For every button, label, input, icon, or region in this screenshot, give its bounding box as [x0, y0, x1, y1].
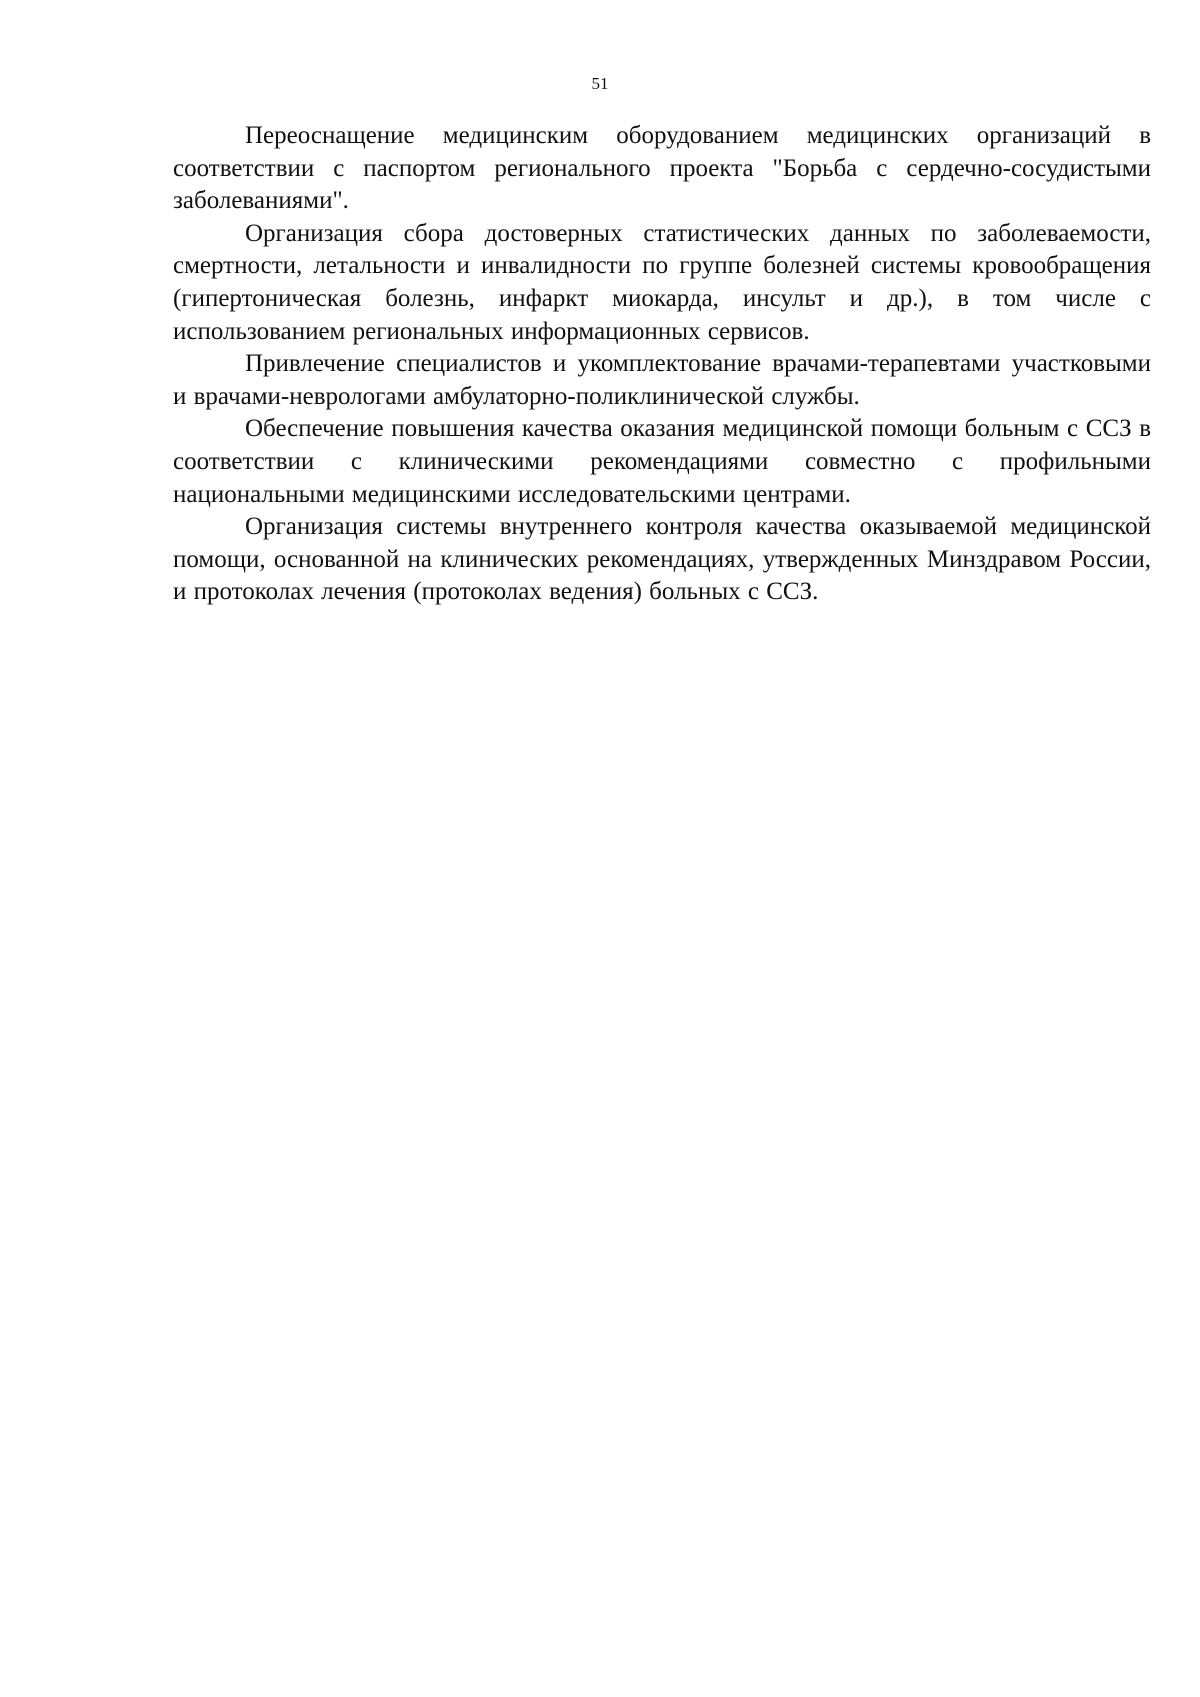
- paragraph-statistics: Организация сбора достоверных статистических данных по заболеваемости, смертности, летальности и инвалидности по группе болезней системы кровообращения (гипертоническая болезнь, инфаркт миокарда, инсульт и др.), в том числе с использованием региональных информационных сервисов.: [173, 219, 1151, 345]
- paragraph-staffing: Привлечение специалистов и укомплектование врачами-терапевтами участковыми и врачами-неврологами амбулаторно-поликлинической службы.: [173, 350, 1151, 410]
- paragraph-control: Организация системы внутреннего контроля качества оказываемой медицинской помощи, основанной на клинических рекомендациях, утвержденных Минздравом России, и протоколах лечения (протоколах ведения) больных с ССЗ.: [173, 513, 1151, 606]
- paragraph-equipment: Переоснащение медицинским оборудованием медицинских организаций в соответствии с паспортом регионального проекта "Борьба с сердечно-сосудистыми заболеваниями".: [173, 122, 1151, 215]
- page-number: 51: [591, 74, 609, 93]
- paragraph-quality: Обеспечение повышения качества оказания медицинской помощи больным с ССЗ в соответствии с клиническими рекомендациями совместно с профильными национальными медицинскими исследовательскими центрами.: [173, 415, 1151, 508]
- document-body: [173, 120, 1151, 609]
